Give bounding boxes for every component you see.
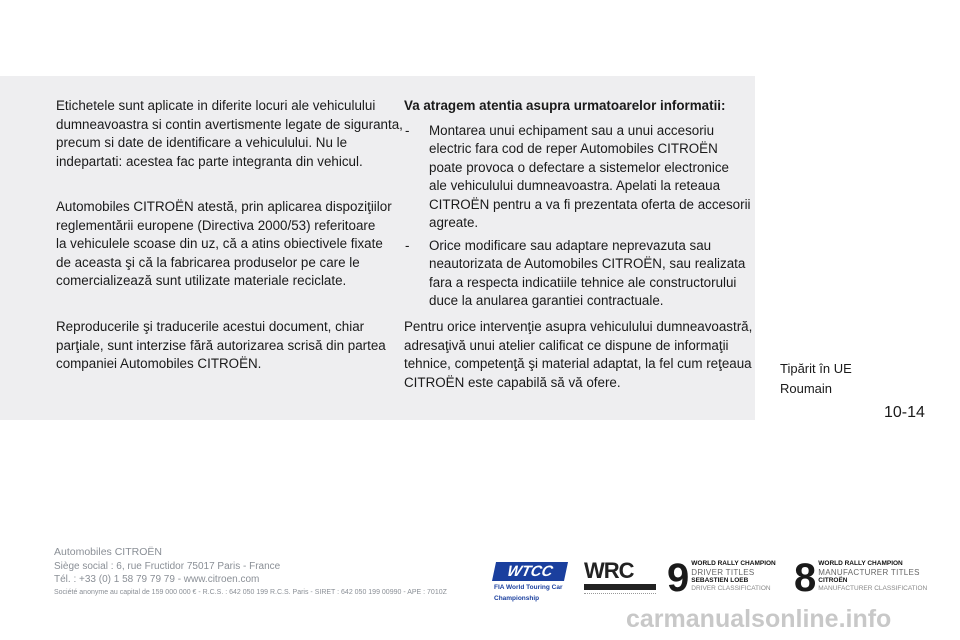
company-address: Siège social : 6, rue Fructidor 75017 Paris - France — [54, 560, 281, 572]
champ-line: DRIVER CLASSIFICATION — [691, 585, 771, 593]
text-line: Orice modificare sau adaptare neprevazuta sau — [429, 237, 712, 253]
text-line: duce la anularea garantiei contractuale. — [429, 293, 664, 308]
copyright-paragraph — [56, 318, 401, 374]
company-name: Automobiles CITROËN — [54, 546, 162, 558]
text-line: la vehiculele scoase din uz, că a atins obiectivele fixate — [56, 236, 383, 251]
champ-line: SEBASTIEN LOEB — [691, 577, 749, 585]
text-line: Etichetele sunt aplicate in diferite locuri ale vehiculului — [56, 98, 376, 113]
wtcc-sub2: Championship — [494, 594, 540, 602]
text-line: CITROËN pentru a va fi prezentata oferta de accesorii — [429, 196, 751, 212]
text-line: poate provoca o defectare a sistemelor electronice — [429, 159, 729, 175]
text-line: precum si date de identificare a vehiculului. Nu le — [56, 135, 348, 150]
wrc-mark: WRC — [584, 558, 634, 583]
driver-titles-logo — [667, 556, 776, 600]
language: Roumain — [780, 381, 833, 396]
text-line: Reproducerile şi traducerile acestui document, chiar — [56, 319, 365, 334]
wrc-logo — [584, 560, 660, 596]
company-phone: Tél. : +33 (0) 1 58 79 79 79 - www.citroen.com — [54, 574, 260, 585]
champ-line: MANUFACTURER TITLES — [818, 568, 920, 578]
watermark: carmanualsonline.info — [626, 605, 892, 633]
text-line: agreate. — [429, 215, 479, 230]
printed-info — [780, 359, 852, 399]
warning-title: Va atragem atentia asupra urmatoarelor informatii: — [404, 98, 726, 113]
wtcc-logo — [494, 562, 574, 600]
recycling-paragraph — [56, 198, 401, 291]
text-line: neautorizata de Automobiles CITROËN, sau realizata — [429, 256, 746, 271]
titles-number: 8 — [794, 556, 817, 600]
text-line: tehnice, competenţă şi material adaptat, la fel cum reţeaua — [404, 356, 752, 371]
text-line: reglementării europene (Directiva 2000/53) referitoare — [56, 217, 376, 233]
champ-line: CITROËN — [818, 577, 848, 585]
warning-bullet — [404, 122, 749, 233]
text-line: de aceasta şi că la fabricarea produselor pe care le — [56, 254, 360, 270]
wtcc-sub1: FIA World Touring Car — [494, 584, 563, 591]
text-line: fara a respecta indicatiile tehnice ale constructorului — [429, 274, 737, 290]
champ-line: DRIVER TITLES — [691, 568, 755, 578]
champ-line: MANUFACTURER CLASSIFICATION — [818, 585, 928, 593]
warning-block — [404, 97, 749, 315]
titles-number: 9 — [667, 556, 690, 600]
printed-in: Tipărit în UE — [780, 361, 852, 376]
text-line: ale vehiculului dumneavoastra. Apelati la reteaua — [429, 178, 721, 193]
text-line: Automobiles CITROËN atestă, prin aplicarea dispoziţiilor — [56, 199, 392, 214]
bullet-dash: - — [405, 237, 410, 253]
champ-line: WORLD RALLY CHAMPION — [818, 560, 903, 567]
text-line: comercializează sunt utilizate materiale reciclate. — [56, 273, 347, 288]
warning-bullet — [404, 237, 749, 311]
text-line: companiei Automobiles CITROËN. — [56, 356, 262, 371]
page-number: 10-14 — [884, 404, 925, 421]
text-line: Montarea unui echipament sau a unui accesoriu — [429, 122, 715, 138]
wtcc-mark: WTCC — [492, 562, 568, 581]
wrc-dots — [584, 593, 656, 597]
service-paragraph — [404, 318, 753, 392]
champ-line: WORLD RALLY CHAMPION — [691, 560, 776, 567]
text-line: electric fara cod de reper Automobiles CITROËN — [429, 141, 718, 156]
manufacturer-titles-logo — [794, 556, 928, 600]
text-line: CITROËN este capabilă să vă ofere. — [404, 374, 621, 390]
wrc-bar — [584, 584, 656, 590]
text-line: Pentru orice intervenţie asupra vehiculului dumneavoastră, — [404, 319, 753, 334]
text-line: indepartati: acestea fac parte integranta din vehicul. — [56, 153, 363, 169]
labels-paragraph — [56, 97, 401, 171]
company-info — [54, 546, 447, 599]
text-line: adresaţivă unui atelier calificat ce dispune de informaţii — [404, 337, 729, 353]
text-line: parţiale, sunt interzise fără autorizarea scrisă din partea — [56, 337, 386, 353]
text-line: dumneavoastra si contin avertismente legate de siguranta, — [56, 116, 403, 132]
company-legal: Société anonyme au capital de 159 000 000 € - R.C.S. : 642 050 199 R.C.S. Paris - SIRET : 642 050 199 00990 - APE : 7010Z — [54, 588, 447, 596]
bullet-dash: - — [405, 122, 410, 138]
